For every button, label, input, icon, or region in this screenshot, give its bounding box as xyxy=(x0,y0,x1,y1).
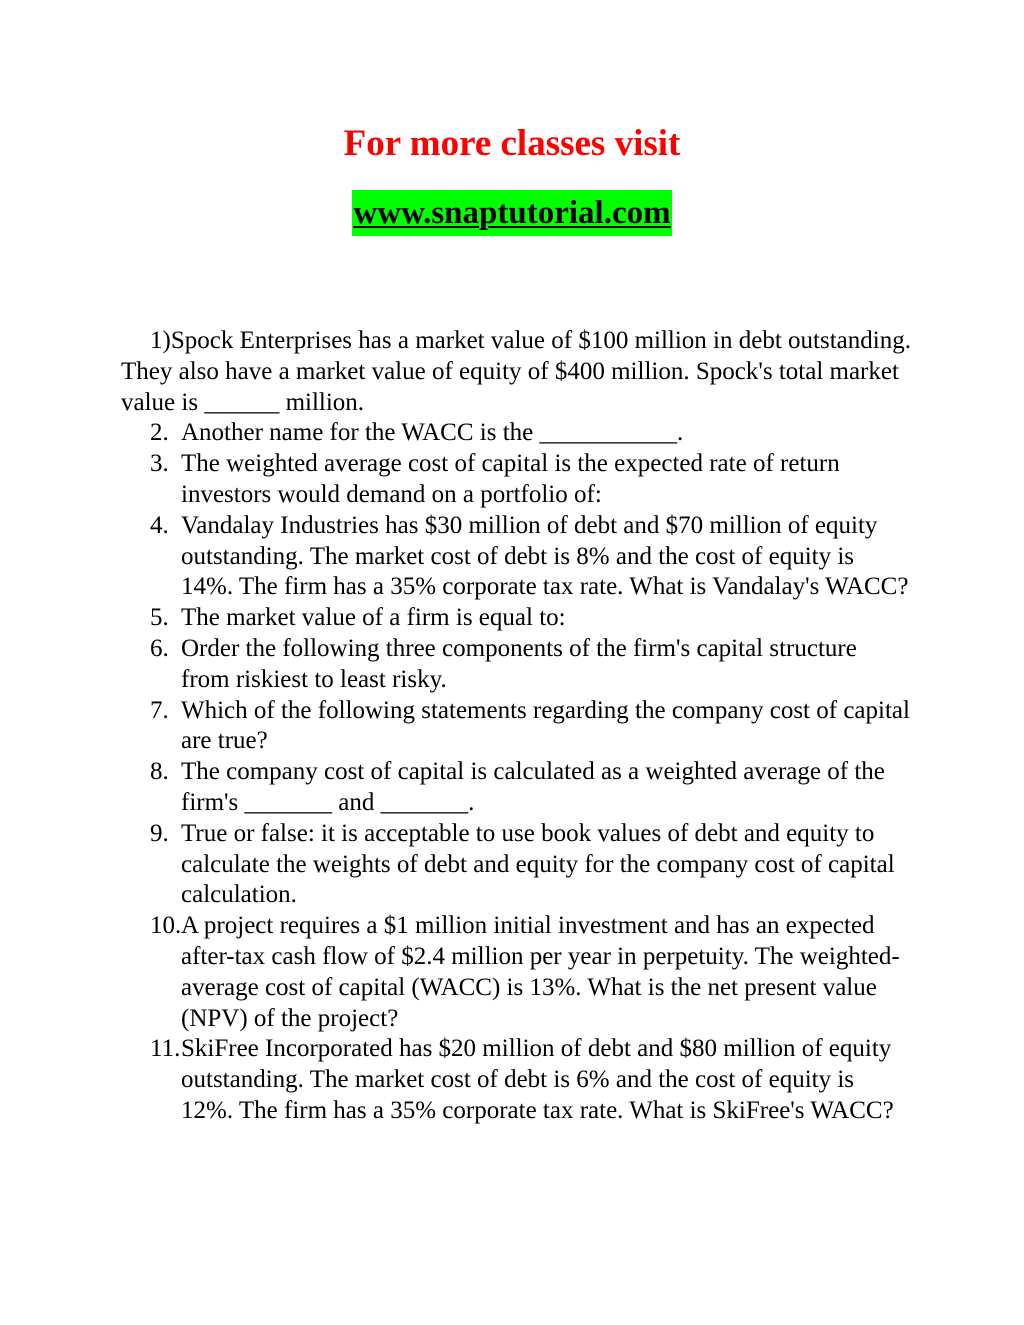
question-4 xyxy=(121,511,911,603)
question-text: SkiFree Incorporated has $20 million of debt and $80 million of equity outstanding. The market cost of debt is 6% and the cost of equity is 12%. The firm has a 35% corporate tax rate. What is SkiFree's WACC? xyxy=(181,1035,894,1124)
question-text: Which of the following statements regarding the company cost of capital are true? xyxy=(181,696,910,755)
question-5 xyxy=(121,603,911,634)
question-10 xyxy=(121,911,911,1034)
question-9 xyxy=(121,819,911,911)
question-text: True or false: it is acceptable to use book values of debt and equity to calculate the weights of debt and equity for the company cost of capital calculation. xyxy=(181,819,895,909)
question-text: The company cost of capital is calculated as a weighted average of the firm's _______ and _______. xyxy=(181,758,885,816)
question-text: The market value of a firm is equal to: xyxy=(181,604,566,632)
question-1: 1)Spock Enterprises has a market value of $100 million in debt outstanding. They also have a market value of equity of $400 million. Spock's total market value is ______ million. xyxy=(121,327,911,416)
question-3 xyxy=(121,449,911,511)
question-text: Another name for the WACC is the ___________. xyxy=(181,419,684,447)
question-number: 10. xyxy=(150,912,182,940)
question-number: 9. xyxy=(150,819,169,847)
question-number: 6. xyxy=(150,634,169,662)
question-7 xyxy=(121,696,911,758)
question-11 xyxy=(121,1034,911,1126)
link-container xyxy=(0,190,1024,236)
question-number: 2. xyxy=(150,419,169,447)
question-list xyxy=(121,326,911,1127)
question-2 xyxy=(121,418,911,449)
question-number: 5. xyxy=(150,604,169,632)
question-8 xyxy=(121,757,911,819)
question-text: A project requires a $1 million initial investment and has an expected after-tax cash flow of $2.4 million per year in perpetuity. The weighted-average cost of capital (WACC) is 13%. What is the net present value (NPV) of the project? xyxy=(181,912,900,1032)
website-link[interactable]: www.snaptutorial.com xyxy=(352,190,671,236)
question-number: 7. xyxy=(150,696,169,724)
question-number: 3. xyxy=(150,450,169,478)
question-6 xyxy=(121,634,911,696)
question-text: The weighted average cost of capital is the expected rate of return investors would demand on a portfolio of: xyxy=(181,450,840,508)
question-text: Order the following three components of the firm's capital structure from riskiest to least risky. xyxy=(181,634,857,693)
question-number: 11. xyxy=(150,1035,181,1063)
question-number: 4. xyxy=(150,511,169,539)
question-number: 8. xyxy=(150,758,169,786)
page-title: For more classes visit xyxy=(343,123,681,164)
question-text: Vandalay Industries has $30 million of debt and $70 million of equity outstanding. The market cost of debt is 8% and the cost of equity is 14%. The firm has a 35% corporate tax rate. What is Vandalay's WACC? xyxy=(181,511,909,601)
